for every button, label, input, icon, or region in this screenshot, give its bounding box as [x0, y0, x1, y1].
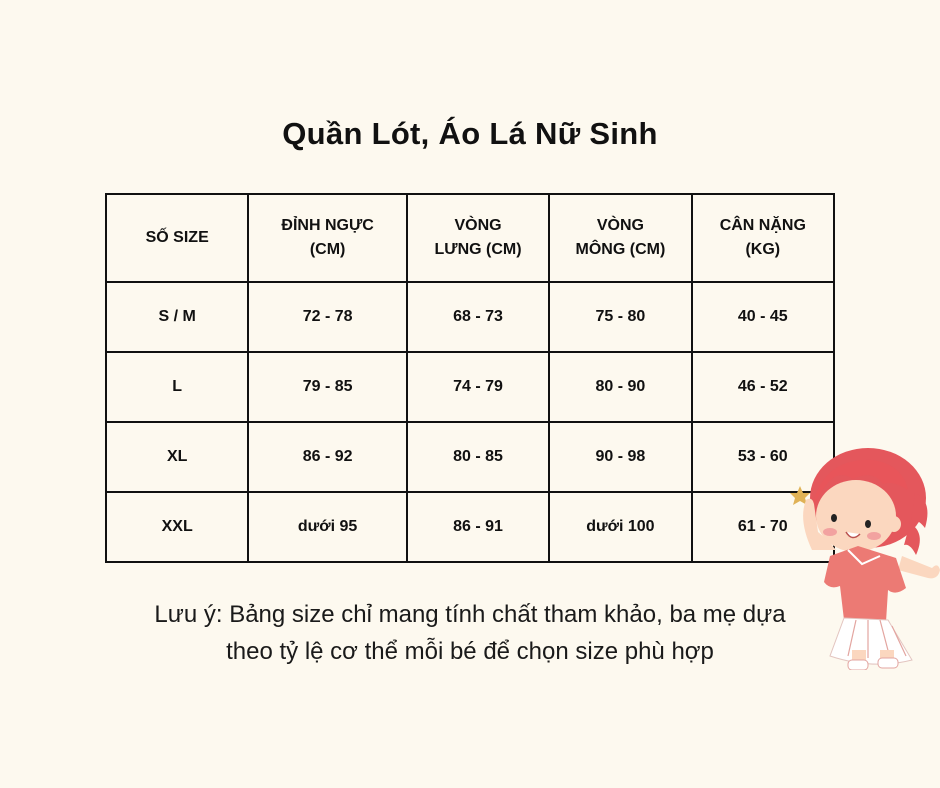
table-row — [106, 422, 834, 492]
table-row — [106, 352, 834, 422]
cell-hip: 90 - 98 — [549, 422, 691, 492]
page-title: Quần Lót, Áo Lá Nữ Sinh — [282, 116, 658, 151]
note-line-1: Lưu ý: Bảng size chỉ mang tính chất tham khảo, ba mẹ dựa — [154, 601, 786, 628]
cell-size: XXL — [106, 492, 248, 562]
cell-waist: 74 - 79 — [407, 352, 549, 422]
cell-weight: 53 - 60 — [692, 422, 834, 492]
cell-chest: 86 - 92 — [248, 422, 407, 492]
cell-hip: 75 - 80 — [549, 282, 691, 352]
note-text — [60, 596, 880, 670]
header-hip: VÒNG MÔNG (CM) — [549, 194, 691, 282]
cell-chest: 79 - 85 — [248, 352, 407, 422]
table-row — [106, 492, 834, 562]
header-chest: ĐỈNH NGỰC (CM) — [248, 194, 407, 282]
cell-waist: 80 - 85 — [407, 422, 549, 492]
cell-chest: 72 - 78 — [248, 282, 407, 352]
header-waist: VÒNG LƯNG (CM) — [407, 194, 549, 282]
cell-hip: 80 - 90 — [549, 352, 691, 422]
cell-waist: 86 - 91 — [407, 492, 549, 562]
cell-size: L — [106, 352, 248, 422]
cell-chest: dưới 95 — [248, 492, 407, 562]
table-header-row — [106, 194, 834, 282]
cell-hip: dưới 100 — [549, 492, 691, 562]
cell-weight: 40 - 45 — [692, 282, 834, 352]
note-line-2: theo tỷ lệ cơ thể mỗi bé để chọn size phù hợp — [226, 638, 714, 665]
cell-size: XL — [106, 422, 248, 492]
girl-pointing-illustration-icon — [790, 438, 940, 670]
size-table — [105, 193, 835, 563]
cell-weight: 61 - 70 — [692, 492, 834, 562]
header-size: SỐ SIZE — [106, 194, 248, 282]
cell-weight: 46 - 52 — [692, 352, 834, 422]
table-row — [106, 282, 834, 352]
cell-waist: 68 - 73 — [407, 282, 549, 352]
cell-size: S / M — [106, 282, 248, 352]
header-weight: CÂN NẶNG (KG) — [692, 194, 834, 282]
